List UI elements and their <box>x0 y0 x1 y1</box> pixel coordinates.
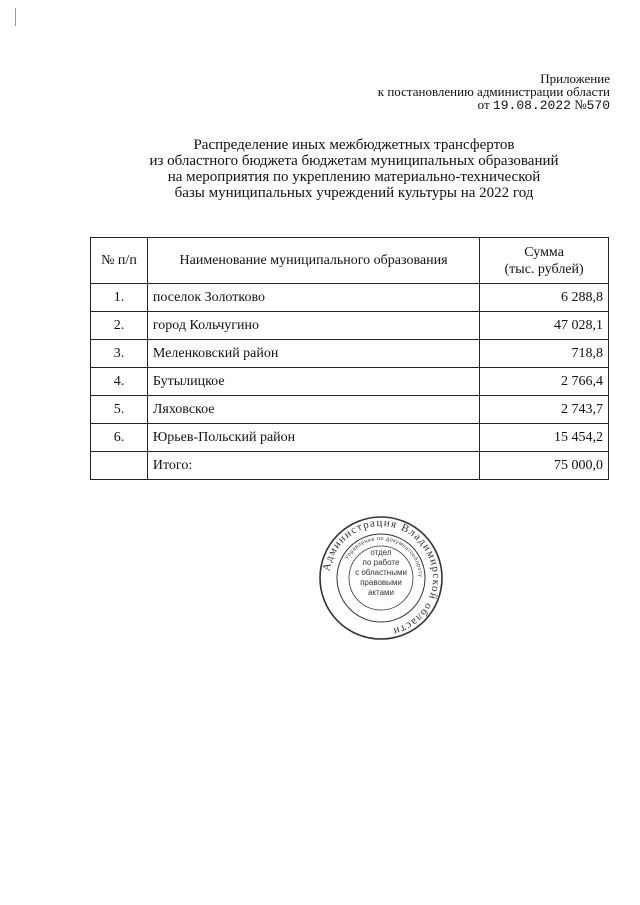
title-line-3: на мероприятия по укреплению материально-технической <box>167 169 541 185</box>
row-num: 1. <box>91 284 148 312</box>
row-num: 6. <box>91 424 148 452</box>
seal-center-text <box>318 548 444 598</box>
seal-center-line: актами <box>367 588 395 597</box>
row-name: Ляховское <box>147 396 479 424</box>
row-name: поселок Золотково <box>147 284 479 312</box>
seal-center-line: правовыми <box>360 578 402 587</box>
resolution-number: 570 <box>586 98 610 113</box>
row-name: Меленковский район <box>147 340 479 368</box>
seal-center-line: по работе <box>362 558 400 567</box>
table-row <box>91 312 609 340</box>
appendix-date-line <box>378 98 610 112</box>
title-line-2: из областного бюджета бюджетам муниципальных образований <box>149 153 559 169</box>
total-sum: 75 000,0 <box>480 452 609 480</box>
number-sign: № <box>574 97 587 112</box>
header-name: Наименование муниципального образования <box>147 238 479 284</box>
row-sum: 718,8 <box>480 340 609 368</box>
total-num <box>91 452 148 480</box>
table-row <box>91 424 609 452</box>
appendix-block <box>378 72 610 112</box>
table-header-row <box>91 238 609 284</box>
row-name: Юрьев-Польский район <box>147 424 479 452</box>
appendix-label: Приложение <box>540 71 610 86</box>
seal-center-line: отдел <box>370 548 392 557</box>
total-row <box>91 452 609 480</box>
title-line-1: Распределение иных межбюджетных трансфертов <box>193 137 515 153</box>
header-sum <box>480 238 609 284</box>
official-seal <box>318 515 444 641</box>
row-name: Бутылицкое <box>147 368 479 396</box>
header-num: № п/п <box>91 238 148 284</box>
seal-center-line: с областными <box>355 568 407 577</box>
row-num: 4. <box>91 368 148 396</box>
table-row <box>91 368 609 396</box>
row-sum: 2 743,7 <box>480 396 609 424</box>
table-row <box>91 284 609 312</box>
title-line-4: базы муниципальных учреждений культуры на 2022 год <box>174 185 534 201</box>
header-sum-line-2: (тыс. рублей) <box>504 261 584 277</box>
table-row <box>91 396 609 424</box>
appendix-resolution: к постановлению администрации области <box>377 84 610 99</box>
document-title <box>0 137 640 201</box>
appendix-from: от <box>477 97 493 112</box>
seal-inner-text: Управление по документообороту <box>344 535 424 578</box>
header-sum-line-1: Сумма <box>524 244 564 260</box>
table-row <box>91 340 609 368</box>
row-sum: 15 454,2 <box>480 424 609 452</box>
row-num: 3. <box>91 340 148 368</box>
row-sum: 6 288,8 <box>480 284 609 312</box>
row-sum: 2 766,4 <box>480 368 609 396</box>
resolution-date: 19.08.2022 <box>492 98 571 113</box>
total-label: Итого: <box>147 452 479 480</box>
row-name: город Кольчугино <box>147 312 479 340</box>
distribution-table <box>90 237 609 480</box>
row-sum: 47 028,1 <box>480 312 609 340</box>
scan-margin-mark <box>15 8 16 26</box>
seal-outer-text: Администрация Владимирской области <box>320 516 443 638</box>
row-num: 5. <box>91 396 148 424</box>
row-num: 2. <box>91 312 148 340</box>
